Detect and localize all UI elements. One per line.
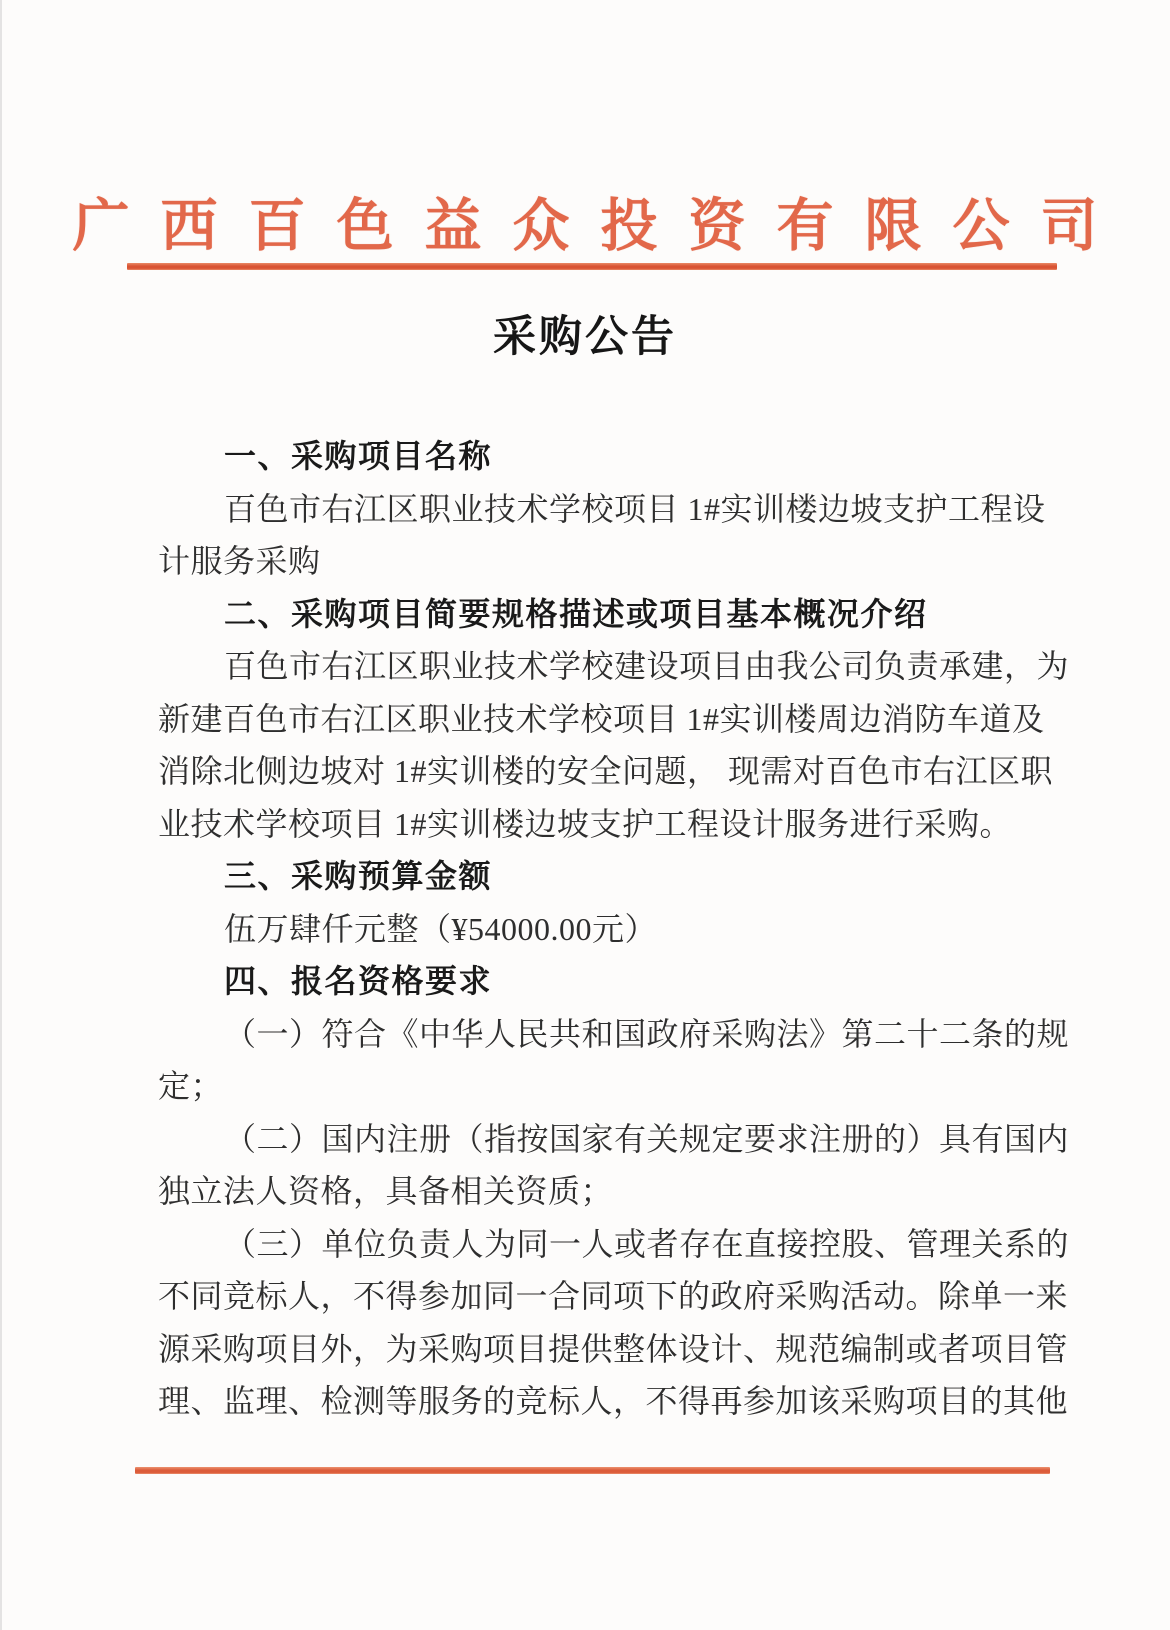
body-line: 百色市右江区职业技术学校项目 1#实训楼边坡支护工程设	[224, 490, 1046, 527]
body-line: 理、监理、检测等服务的竞标人，不得再参加该采购项目的其他	[158, 1383, 1069, 1419]
body-line: 计服务采购	[158, 543, 321, 579]
section-heading: 二、采购项目简要规格描述或项目基本概况介绍	[224, 595, 928, 632]
body-line: （三）单位负责人为同一人或者存在直接控股、管理关系的	[224, 1225, 1070, 1262]
body-line: （一）符合《中华人民共和国政府采购法》第二十二条的规	[224, 1015, 1070, 1052]
body-line: 百色市右江区职业技术学校建设项目由我公司负责承建，为	[224, 648, 1070, 684]
section-heading: 三、采购预算金额	[224, 858, 493, 894]
letterhead-rule	[127, 263, 1057, 270]
body-line: 新建百色市右江区职业技术学校项目 1#实训楼周边消防车道及	[158, 700, 1045, 737]
body-line: （二）国内注册（指按国家有关规定要求注册的）具有国内	[224, 1120, 1070, 1157]
body-line: 独立法人资格，具备相关资质；	[158, 1173, 614, 1209]
company-name: 广西百色益众投资有限公司	[72, 195, 1129, 258]
body-line: 业技术学校项目 1#实训楼边坡支护工程设计服务进行采购。	[158, 805, 1013, 842]
body-line: 不同竞标人，不得参加同一合同项下的政府采购活动。除单一来	[158, 1278, 1069, 1314]
body-line: 伍万肆仟元整（¥54000.00元）	[224, 910, 658, 947]
body-line: 消除北侧边坡对 1#实训楼的安全问题， 现需对百色市右江区职	[158, 753, 1054, 789]
body-line: 源采购项目外，为采购项目提供整体设计、规范编制或者项目管	[158, 1330, 1069, 1367]
section-heading: 一、采购项目名称	[224, 438, 493, 474]
document-body	[158, 430, 1070, 1428]
footer-rule	[135, 1467, 1050, 1474]
section-heading: 四、报名资格要求	[224, 963, 493, 999]
document-title: 采购公告	[493, 314, 677, 361]
letterhead	[0, 180, 1170, 262]
body-line: 定；	[158, 1068, 224, 1104]
